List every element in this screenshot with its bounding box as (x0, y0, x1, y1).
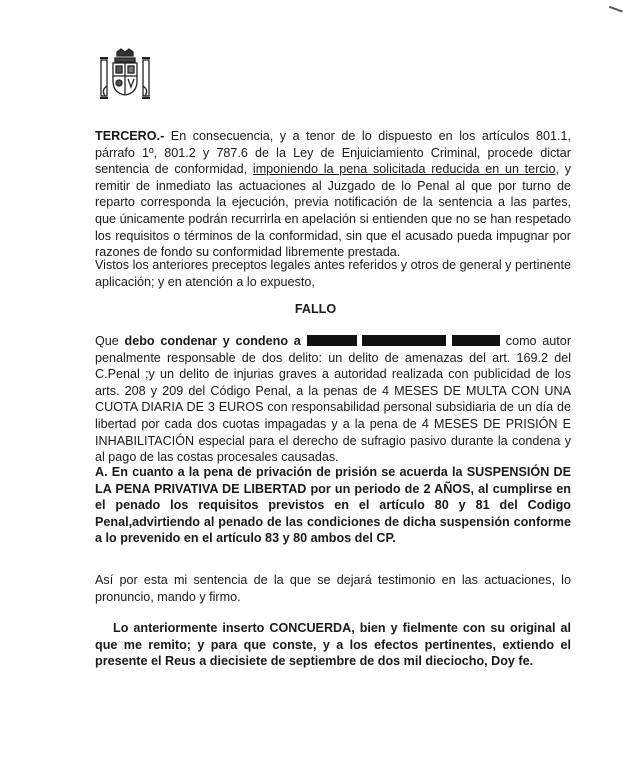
paragraph-tercero: TERCERO.- En consecuencia, y a tenor de lo dispuesto en los artículos 801.1, párrafo 1º, 801.2 y 787.6 de la Ley de Enjuiciamiento Criminal, procede dictar sentencia de conformidad, imponiendo la pena solicitada reducida en un tercio, y remitir de inmediato las actuaciones al Juzgado de lo Penal al que por turno de reparto corresponda la ejecución, previa notificación de la sentencia a las partes, que únicamente podrán recurrirla en apelación si entienden que no se han respetado los requisitos o términos de la conformidad, sin que el acusado pueda impugnar por razones de fondo su conformidad libremente prestada. (95, 129, 571, 260)
paragraph-suspension: A. En cuanto a la pena de privación de prisión se acuerda la SUSPENSIÓN DE LA PENA PRIVATIVA DE LIBERTAD por un periodo de 2 AÑOS, al cumplirse en el penado los requisitos previstos en el artículo 80 y 81 del Codigo Penal,advirtiendo al penado de las condiciones de dicha suspensión conforme a lo prevenido en el artículo 83 y 80 ambos del CP. (95, 465, 571, 546)
paragraph-concuerda: Lo anteriormente inserto CONCUERDA, bien y fielmente con su original al que me remito; y para que conste, y a los efectos pertinentes, extiendo el presente el Reus a diecisiete de septiembre de dos mil dieciocho, Doy fe. (95, 621, 571, 669)
paragraph-fallo: Que debo condenar y condeno a como autor penalmente responsable de dos delito: un delito de amenazas del art. 169.2 del C.Penal ;y un delito de injurias graves a autoridad realizada con publicidad de los arts. 208 y 209 del Código Penal, a la penas de 4 MESES DE MULTA CON UNA CUOTA DIARIA DE 3 EUROS con responsabilidad personal subsidiaria de un día de libertad por cada dos cuotas impagadas y a la pena de 4 MESES DE PRISIÓN E INHABILITACIÓN especial para el derecho de sufragio pasivo durante la condena y al pago de las costas procesales causadas. (95, 334, 572, 465)
redaction-bar (452, 335, 500, 346)
tercero-heading: TERCERO.- (95, 129, 165, 143)
redaction-bar (307, 335, 357, 346)
scan-mark (607, 6, 623, 17)
underlined-text: imponiendo la pena solicitada reducida en un tercio (252, 162, 556, 177)
fallo-title: FALLO (294, 302, 337, 316)
redaction-bar (362, 335, 446, 346)
paragraph-vistos: Vistos los anteriores preceptos legales antes referidos y otros de general y pertinente aplicación; y en atención a lo expuesto, (95, 258, 571, 289)
coat-of-arms-icon (95, 46, 155, 106)
paragraph-asi: Así por esta mi sentencia de la que se dejará testimonio en las actuaciones, lo pronuncio, mando y firmo. (95, 573, 571, 604)
concuerda-word: CONCUERDA (269, 621, 352, 635)
